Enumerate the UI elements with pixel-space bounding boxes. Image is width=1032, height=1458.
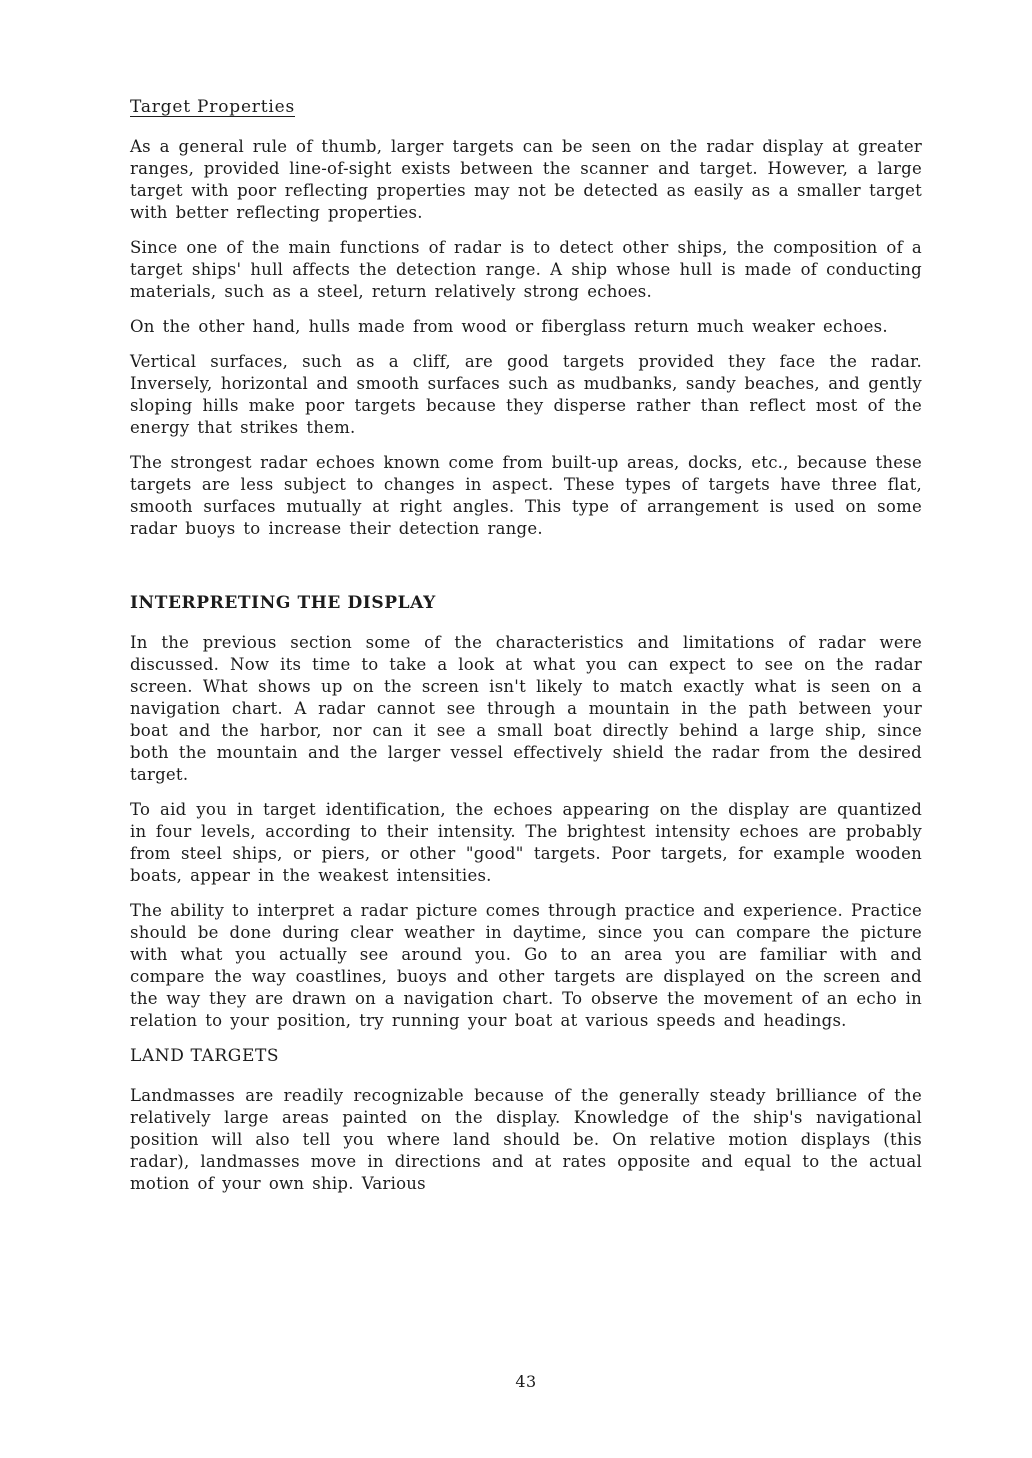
section-target-properties <box>130 96 922 540</box>
paragraph: The ability to interpret a radar picture comes through practice and experience. Practice should be done during clear weather in daytime, since you can compare the picture with what you actually see around you. Go to an area you are familiar with and compare the way coastlines, buoys and other targets are displayed on the screen and the way they are drawn on a navigation chart. To observe the movement of an echo in relation to your position, try running your boat at various speeds and headings. <box>130 901 922 1030</box>
paragraph: Landmasses are readily recognizable because of the generally steady brilliance of the relatively large areas painted on the display. Knowledge of the ship's navigational position will also tell you where land should be. On relative motion displays (this radar), landmasses move in directions and at rates opposite and equal to the actual motion of your own ship. Various <box>130 1086 922 1193</box>
paragraph: As a general rule of thumb, larger targets can be seen on the radar display at greater ranges, provided line-of-sight exists between the scanner and target. However, a large target with poor reflecting properties may not be detected as easily as a smaller target with better reflecting properties. <box>130 137 922 222</box>
section-heading-land-targets: LAND TARGETS <box>130 1046 280 1066</box>
section-heading-interpreting-the-display: INTERPRETING THE DISPLAY <box>130 593 436 613</box>
section-land-targets <box>130 1045 922 1195</box>
page-content <box>130 96 922 1208</box>
paragraph: The strongest radar echoes known come from built-up areas, docks, etc., because these targets are less subject to changes in aspect. These types of targets have three flat, smooth surfaces mutually at right angles. This type of arrangement is used on some radar buoys to increase their detection range. <box>130 453 922 538</box>
paragraph: In the previous section some of the characteristics and limitations of radar were discussed. Now its time to take a look at what you can expect to see on the radar screen. What shows up on the screen isn't likely to match exactly what is seen on a navigation chart. A radar cannot see through a mountain in the path between your boat and the harbor, nor can it see a small boat directly behind a large ship, since both the mountain and the larger vessel effectively shield the radar from the desired target. <box>130 633 922 784</box>
paragraph: Since one of the main functions of radar is to detect other ships, the composition of a target ships' hull affects the detection range. A ship whose hull is made of conducting materials, such as a steel, return relatively strong echoes. <box>130 238 922 301</box>
paragraph: Vertical surfaces, such as a cliff, are good targets provided they face the radar. Inversely, horizontal and smooth surfaces such as mudbanks, sandy beaches, and gently sloping hills make poor targets because they disperse rather than reflect most of the energy that strikes them. <box>130 352 922 437</box>
page-footer <box>130 1372 922 1391</box>
paragraph: On the other hand, hulls made from wood or fiberglass return much weaker echoes. <box>130 317 888 336</box>
section-heading-target-properties: Target Properties <box>130 97 295 117</box>
section-interpreting-the-display <box>130 592 922 1032</box>
paragraph: To aid you in target identification, the echoes appearing on the display are quantized in four levels, according to their intensity. The brightest intensity echoes are probably from steel ships, or piers, or other "good" targets. Poor targets, for example wooden boats, appear in the weakest intensities. <box>130 800 922 885</box>
page-number: 43 <box>515 1372 537 1391</box>
